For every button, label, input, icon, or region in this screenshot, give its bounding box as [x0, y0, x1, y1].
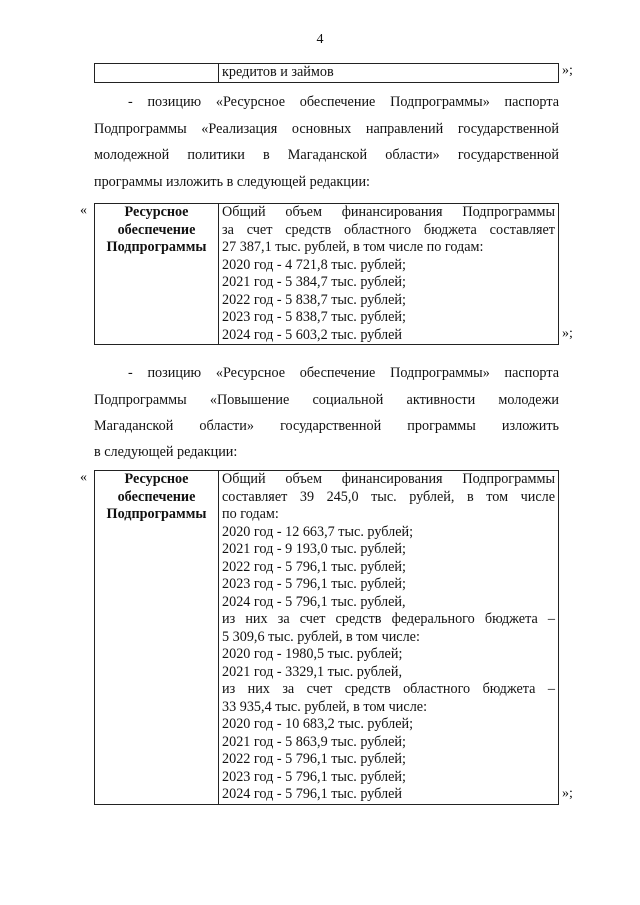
- table3-right-line: 33 935,4 тыс. рублей, в том числе:: [222, 698, 428, 715]
- table2-right-line: Общий объем финансирования Подпрограммы: [222, 204, 555, 220]
- table3-right-line: 2021 год - 3329,1 тыс. рублей,: [222, 663, 402, 680]
- table3-right-cell: [219, 471, 559, 805]
- table3-closing-quote: »;: [562, 786, 573, 801]
- table-resource-support-youth-policy: [94, 203, 559, 345]
- table-fragment-continuation: [94, 63, 559, 83]
- table2-right-line: 2020 год - 4 721,8 тыс. рублей;: [222, 256, 406, 273]
- table2-right-line: 27 387,1 тыс. рублей, в том числе по годам:: [222, 239, 484, 255]
- table2-right-cell: [219, 204, 559, 345]
- paragraph-2-line: в следующей редакции:: [94, 444, 238, 460]
- table3-right-line: 2020 год - 12 663,7 тыс. рублей;: [222, 523, 414, 540]
- table3-right-line: 2022 год - 5 796,1 тыс. рублей;: [222, 558, 406, 575]
- table3-left-line: Подпрограммы: [106, 506, 207, 522]
- table2-opening-quote: «: [80, 203, 87, 218]
- paragraph-2-line: Подпрограммы «Повышение социальной активности молодежи: [94, 392, 559, 408]
- paragraph-1-line: Подпрограммы «Реализация основных направлений государственной: [94, 121, 559, 137]
- table2-right-line: за счет средств областного бюджета составляет: [222, 221, 555, 238]
- table2-right-line: 2022 год - 5 838,7 тыс. рублей;: [222, 291, 406, 308]
- page-number: 4: [316, 32, 324, 47]
- table3-left-line: обеспечение: [117, 488, 196, 505]
- table2-left-cell: [95, 204, 219, 345]
- paragraph-2-line: Магаданской области» государственной программы изложить: [94, 418, 559, 434]
- paragraph-2-line: - позицию «Ресурсное обеспечение Подпрограммы» паспорта: [128, 365, 559, 381]
- table2-left-line: обеспечение: [117, 221, 196, 238]
- table3-right-line: Общий объем финансирования Подпрограммы: [222, 471, 555, 487]
- table3-right-line: 2024 год - 5 796,1 тыс. рублей,: [222, 593, 406, 610]
- table2-right-line: 2024 год - 5 603,2 тыс. рублей: [222, 326, 402, 343]
- table3-right-line: 2024 год - 5 796,1 тыс. рублей: [222, 786, 402, 802]
- table2-closing-quote: »;: [562, 326, 573, 341]
- table3-left-cell: [95, 471, 219, 805]
- table3-right-line: из них за счет средств областного бюджета –: [222, 681, 555, 697]
- table3-right-line: 2020 год - 1980,5 тыс. рублей;: [222, 646, 403, 662]
- table2-right-line: 2023 год - 5 838,7 тыс. рублей;: [222, 309, 406, 325]
- paragraph-1-line: программы изложить в следующей редакции:: [94, 174, 370, 190]
- table2-right-line: 2021 год - 5 384,7 тыс. рублей;: [222, 274, 406, 290]
- paragraph-1-line: - позицию «Ресурсное обеспечение Подпрограммы» паспорта: [128, 94, 559, 110]
- table3-right-line: 2023 год - 5 796,1 тыс. рублей;: [222, 768, 406, 785]
- table2-left-line: Ресурсное: [124, 204, 189, 220]
- table3-right-line: 2022 год - 5 796,1 тыс. рублей;: [222, 751, 406, 767]
- table-resource-support-social-activity: [94, 470, 559, 805]
- table3-right-line: 2021 год - 5 863,9 тыс. рублей;: [222, 733, 406, 750]
- table3-left-line: Ресурсное: [124, 471, 189, 487]
- table1-right-text: кредитов и займов: [222, 64, 334, 80]
- table3-right-line: 2021 год - 9 193,0 тыс. рублей;: [222, 541, 406, 557]
- table1-right-cell: [219, 64, 559, 83]
- table3-right-line: по годам:: [222, 506, 279, 522]
- table3-right-line: 5 309,6 тыс. рублей, в том числе:: [222, 628, 420, 645]
- paragraph-1-line: молодежной политики в Магаданской области» государственной: [94, 147, 559, 163]
- table3-right-line: из них за счет средств федерального бюджета –: [222, 611, 555, 627]
- table3-opening-quote: «: [80, 470, 87, 485]
- table2-left-line: Подпрограммы: [106, 239, 207, 255]
- table3-right-line: составляет 39 245,0 тыс. рублей, в том числе: [222, 488, 555, 505]
- table1-closing-quote: »;: [562, 63, 573, 78]
- table1-left-cell: [95, 64, 219, 83]
- table3-right-line: 2020 год - 10 683,2 тыс. рублей;: [222, 716, 414, 732]
- table3-right-line: 2023 год - 5 796,1 тыс. рублей;: [222, 576, 406, 592]
